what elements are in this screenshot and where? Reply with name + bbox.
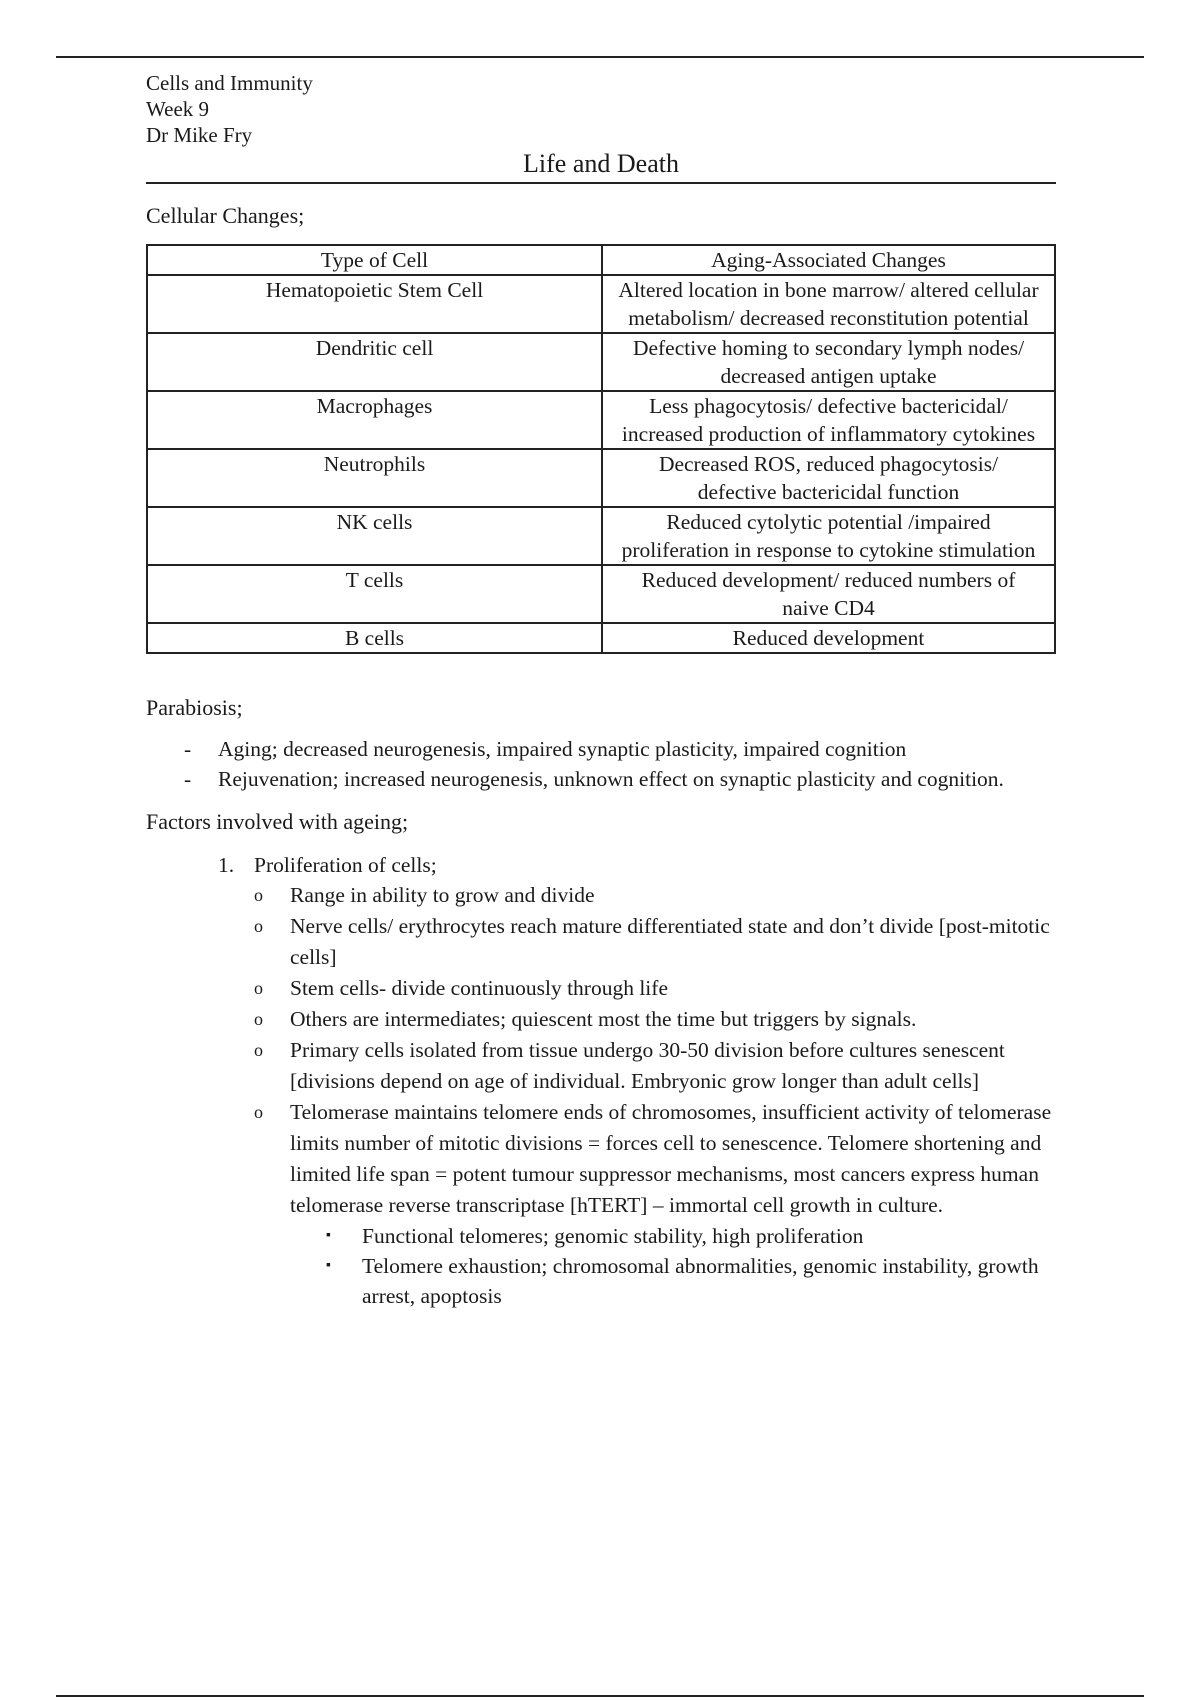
cell-type: T cells: [147, 565, 602, 623]
list-item-text: Aging; decreased neurogenesis, impaired synaptic plasticity, impaired cognition: [218, 737, 907, 761]
cell-type: NK cells: [147, 507, 602, 565]
parabiosis-list: [146, 734, 1056, 794]
circle-bullet: o: [254, 1040, 263, 1060]
list-item: [146, 764, 1056, 794]
list-item: [146, 1004, 1056, 1035]
list-item-text: Nerve cells/ erythrocytes reach mature differentiated state and don’t divide [post-mitotic cells]: [290, 914, 1050, 969]
proliferation-points: [146, 880, 1056, 1311]
column-header-changes: Aging-Associated Changes: [602, 245, 1055, 275]
circle-bullet: o: [254, 916, 263, 936]
circle-bullet: o: [254, 1009, 263, 1029]
cellular-changes-table: [146, 244, 1056, 654]
circle-bullet: o: [254, 1102, 263, 1122]
cell-type: Neutrophils: [147, 449, 602, 507]
list-item: [146, 1035, 1056, 1097]
top-rule: [56, 56, 1144, 58]
cell-changes: Defective homing to secondary lymph nodes/ decreased antigen uptake: [602, 333, 1055, 391]
page-title: Life and Death: [146, 148, 1056, 184]
cell-type: Hematopoietic Stem Cell: [147, 275, 602, 333]
list-item-text: Telomere exhaustion; chromosomal abnormalities, genomic instability, growth arrest, apoptosis: [362, 1254, 1039, 1308]
item-number: 1.: [218, 853, 235, 877]
column-header-cell-type: Type of Cell: [147, 245, 602, 275]
cell-changes: Altered location in bone marrow/ altered cellular metabolism/ decreased reconstitution potential: [602, 275, 1055, 333]
cellular-changes-heading: Cellular Changes;: [146, 203, 305, 228]
week-label: Week 9: [146, 97, 210, 121]
lecturer-name: Dr Mike Fry: [146, 123, 253, 147]
list-item: [146, 973, 1056, 1004]
dash-bullet: -: [184, 767, 192, 791]
circle-bullet: o: [254, 885, 263, 905]
table-row: [147, 623, 1055, 653]
list-item-text: Stem cells- divide continuously through life: [290, 976, 668, 1000]
list-item-text: Telomerase maintains telomere ends of chromosomes, insufficient activity of telomerase limits number of mitotic divisions = forces cell to senescence. Telomere shortening and limited life span = potent tumour suppressor mechanisms, most cancers express human telomerase reverse transcriptase [hTERT] – immortal cell growth in culture.: [290, 1100, 1052, 1217]
cell-type: B cells: [147, 623, 602, 653]
square-bullet: ▪: [326, 1228, 331, 1243]
table-row: [147, 275, 1055, 333]
cell-type: Macrophages: [147, 391, 602, 449]
parabiosis-heading: Parabiosis;: [146, 695, 243, 720]
course-name: Cells and Immunity: [146, 71, 313, 95]
cell-changes: Reduced development/ reduced numbers of naive CD4: [602, 565, 1055, 623]
telomere-points: [290, 1221, 1056, 1311]
square-bullet: ▪: [326, 1258, 331, 1273]
list-item: [146, 880, 1056, 911]
list-item-text: Functional telomeres; genomic stability, high proliferation: [362, 1224, 864, 1248]
list-item: [290, 1221, 1056, 1251]
circle-bullet: o: [254, 978, 263, 998]
table-row: [147, 391, 1055, 449]
table-row: [147, 507, 1055, 565]
table-row: [147, 333, 1055, 391]
list-item-text: Range in ability to grow and divide: [290, 883, 595, 907]
cell-changes: Reduced development: [602, 623, 1055, 653]
bottom-rule: [56, 1695, 1144, 1697]
factors-heading: Factors involved with ageing;: [146, 809, 409, 834]
list-item: [146, 734, 1056, 764]
numbered-item: [146, 850, 1056, 880]
list-item: [146, 911, 1056, 973]
dash-bullet: -: [184, 737, 192, 761]
table-row: [147, 449, 1055, 507]
cell-changes: Reduced cytolytic potential /impaired proliferation in response to cytokine stimulation: [602, 507, 1055, 565]
list-item-text: Rejuvenation; increased neurogenesis, unknown effect on synaptic plasticity and cognition.: [218, 767, 1004, 791]
list-item: [146, 1097, 1056, 1311]
cell-changes: Less phagocytosis/ defective bactericidal/ increased production of inflammatory cytokines: [602, 391, 1055, 449]
table-header-row: [147, 245, 1055, 275]
cell-changes: Decreased ROS, reduced phagocytosis/ defective bactericidal function: [602, 449, 1055, 507]
item-title: Proliferation of cells;: [254, 853, 437, 877]
document-page: [146, 70, 1056, 1311]
cell-type: Dendritic cell: [147, 333, 602, 391]
list-item-text: Primary cells isolated from tissue undergo 30-50 division before cultures senescent [divisions depend on age of individual. Embryonic grow longer than adult cells]: [290, 1038, 1005, 1093]
list-item: [290, 1251, 1056, 1311]
document-header: [146, 70, 1056, 148]
list-item-text: Others are intermediates; quiescent most the time but triggers by signals.: [290, 1007, 917, 1031]
table-row: [147, 565, 1055, 623]
